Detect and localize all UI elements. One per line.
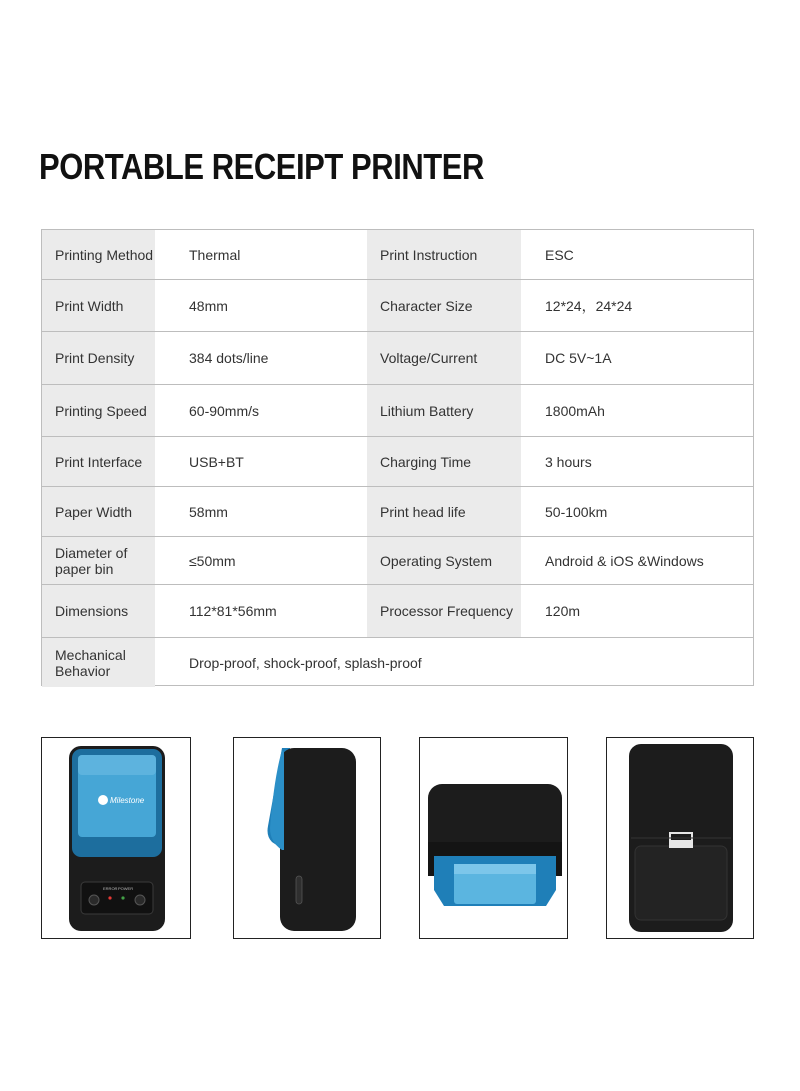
table-row [42, 385, 753, 437]
spec-value: Android & iOS &Windows [545, 552, 704, 569]
spec-value: Drop-proof, shock-proof, splash-proof [189, 654, 422, 671]
printer-front-photo [41, 737, 191, 939]
table-row [42, 332, 753, 385]
spec-label: Printing Speed [42, 385, 155, 436]
spec-value: 3 hours [545, 453, 592, 470]
spec-value: 60-90mm/s [189, 402, 260, 419]
table-row [42, 537, 753, 585]
spec-label: Character Size [367, 280, 521, 331]
printer-back-photo [606, 737, 754, 939]
spec-value: USB+BT [189, 453, 244, 470]
spec-value: 112*81*56mm [189, 603, 277, 619]
spec-label: Print Density [42, 332, 155, 384]
table-row [42, 487, 753, 537]
spec-label: Printing Method [42, 230, 155, 279]
spec-label: Print Interface [42, 437, 155, 486]
spec-value: ≤50mm [189, 552, 236, 569]
spec-value: ESC [545, 246, 574, 263]
table-row [42, 437, 753, 487]
printer-open-photo [419, 737, 568, 939]
spec-value: 58mm [189, 503, 228, 520]
printer-side-photo [233, 737, 381, 939]
spec-value: Thermal [189, 246, 241, 263]
spec-label: Paper Width [42, 487, 155, 536]
spec-value: 48mm [189, 297, 228, 314]
spec-label: Print Instruction [367, 230, 521, 279]
spec-value: 120m [545, 603, 581, 619]
spec-label: Processor Frequency [367, 585, 521, 637]
page-title: PORTABLE RECEIPT PRINTER [39, 146, 484, 187]
spec-label: Dimensions [42, 585, 155, 637]
spec-label: Charging Time [367, 437, 521, 486]
spec-label: Voltage/Current [367, 332, 521, 384]
spec-value: 384 dots/line [189, 350, 269, 366]
spec-label: Print Width [42, 280, 155, 331]
spec-value: 50-100km [545, 503, 608, 520]
spec-label: Print head life [367, 487, 521, 536]
table-row [42, 280, 753, 332]
spec-label: Operating System [367, 537, 521, 584]
spec-table [41, 229, 754, 686]
spec-label: Lithium Battery [367, 385, 521, 436]
spec-label: Diameter of paper bin [42, 537, 155, 584]
table-row [42, 230, 753, 280]
table-row [42, 638, 753, 687]
brand-logo: Milestone [110, 796, 145, 805]
spec-value: 1800mAh [545, 402, 605, 419]
spec-label: Mechanical Behavior [42, 638, 155, 687]
power-label: POWER [118, 886, 134, 891]
spec-value: 12*24，24*24 [545, 297, 633, 314]
error-label: ERROR [103, 886, 118, 891]
table-row [42, 585, 753, 638]
spec-value: DC 5V~1A [545, 350, 612, 366]
